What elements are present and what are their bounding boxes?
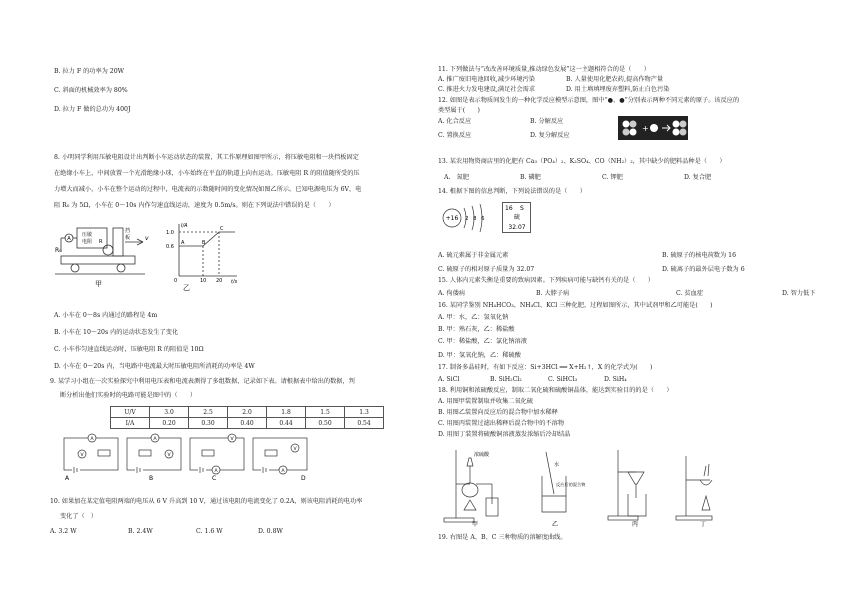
wheel-left [71, 264, 79, 272]
q14-option-a: A. 硫元素属于非金属元素 [438, 252, 509, 259]
resistor-label-2: 电阻 [82, 239, 93, 245]
svg-text:+: + [642, 124, 649, 133]
q7-option-b: B. 拉力 F 的功率为 20W [54, 68, 125, 75]
q15-option-b: B. 大脖子病 [536, 290, 570, 297]
q15-option-c: C. 贫血症 [676, 290, 704, 297]
q16-option-d: D. 甲：氢氧化钠，乙：稀硫酸 [438, 352, 521, 359]
y-unit: I/A [181, 223, 188, 229]
water-label: 水 [554, 462, 560, 468]
fig-label: 丙 [632, 521, 639, 528]
table-cell: 0.54 [345, 418, 384, 429]
element-name: 硫 [513, 214, 521, 221]
element-mass: 32.07 [508, 224, 526, 231]
q10-option-b: B. 2.4W [128, 528, 153, 535]
wheel-right [117, 264, 125, 272]
q14-element-cell [502, 202, 532, 234]
table-cell: 0.44 [267, 418, 306, 429]
q8-figure-jia [55, 220, 155, 290]
q17-option-a: A. SiCl [438, 376, 460, 383]
table-cell: 0.20 [150, 418, 189, 429]
q18-option-d: D. 用图丁装置将硫酸铜溶液蒸发浓缩后冷却结晶 [438, 431, 571, 438]
q8-stem-line-2: 在绝缘小车上，中间放置一个光滑绝缘小球，小车始终在平直的轨道上向右运动。压敏电阻 R 的阻值随所受的压 [54, 170, 360, 177]
q9-circuit-d [251, 432, 311, 482]
q9-stem-line-1: 9. 某学习小组在一次实验探究中利用电压表和电流表测得了多组数据，记录如下表。请根据表中给出的数据，判 [50, 378, 355, 385]
meter-label: A [90, 437, 94, 442]
ball [103, 245, 113, 255]
q18-option-c: C. 用图丙装置过滤出稀释后混合物中的不溶物 [438, 420, 565, 427]
q10-option-d: D. 0.8W [258, 528, 283, 535]
table-cell: U/V [111, 407, 150, 418]
acid-label: 浓硫酸 [474, 452, 490, 458]
q11-stem: 11. 下列做法与“改改善环境质量,推动绿色发展”这一主题相符合的是（ ） [438, 66, 650, 73]
q18-apparatus-jia [440, 446, 510, 526]
q12-option-c: C. 置换反应 [438, 132, 472, 139]
q17-option-c: C. SiHCl₃ [548, 376, 578, 383]
meter-label: V [293, 447, 297, 452]
q13-option-b: B. 磷肥 [520, 174, 541, 181]
meter-label: A [214, 469, 218, 474]
q14-option-d: D. 硫离子的最外层电子数为 6 [662, 266, 745, 273]
point-a-label: A [181, 240, 185, 246]
point-c-label: C [220, 226, 224, 232]
q17-option-b: B. SiH₂Cl₂ [490, 376, 522, 383]
circuit-label: A [65, 475, 70, 482]
x-unit: t/s [231, 279, 238, 285]
q8-option-d: D. 小车在 0～20s 内，当电路中电流最大时压敏电阻所消耗的功率是 4W [54, 363, 255, 370]
y-tick-2: 0.6 [166, 244, 174, 250]
q18-option-b: B. 用图乙装置向反应后的混合物中加水稀释 [438, 409, 558, 416]
q8-stem-line-4: 阻 R₀ 为 5Ω，小车在 0～10s 内作匀速直线运动，速度为 0.5m/s。则在下列说法中错误的是（ ） [54, 202, 335, 209]
table-row-current [111, 418, 384, 429]
q17-option-d: D. SiH₄ [604, 376, 627, 383]
q15-option-a: A. 佝偻病 [438, 290, 465, 297]
q10-stem-line-1: 10. 如果加在某定值电阻两端的电压从 6 V 升高到 10 V，通过该电阻的电流变化了 0.2A，则该电阻消耗的电功率 [50, 498, 363, 505]
current-curve [179, 232, 235, 246]
q7-option-c: C. 斜面的机械效率为 80% [54, 87, 128, 94]
table-cell: 2.5 [189, 407, 228, 418]
q13-option-c: C. 钾肥 [602, 174, 623, 181]
q14-stem: 14. 根据下图的信息判断，下列说法错误的是（ ） [438, 188, 586, 195]
q14-option-b: B. 硫原子的核电荷数为 16 [662, 252, 737, 259]
mix-label: 反应后的混合物 [556, 482, 586, 487]
q12-option-b: B. 分解反应 [530, 118, 564, 125]
q12-option-d: D. 复分解反应 [530, 132, 570, 139]
q11-option-c: C. 推进火力发电建设,满足社会需求 [438, 86, 536, 93]
plate-label-2: 板 [125, 235, 131, 241]
table-cell: 1.3 [345, 407, 384, 418]
q13-option-d: D. 复合肥 [684, 174, 712, 181]
q15-option-d: D. 智力低下 [782, 290, 816, 297]
meter-label: V [167, 453, 171, 458]
r0-label: R₀ [55, 247, 62, 254]
table-cell: 0.40 [228, 418, 267, 429]
q8-option-b: B. 小车在 10～20s 内的运动状态发生了变化 [54, 329, 179, 336]
q9-data-table [110, 406, 384, 429]
circuit-label: D [301, 475, 306, 482]
circuit-label: C [212, 475, 217, 482]
baffle-plate [113, 228, 123, 256]
table-cell: 3.0 [150, 407, 189, 418]
fig-label: 乙 [552, 521, 559, 528]
q12-stem-line-1: 12. 如图是表示物质间发生的一种化学反应模型示意图，图中“●、●”分别表示两种不同元素的原子。该反应的 [438, 97, 740, 104]
q17-stem: 17. 制备多晶硅时，有如下反应：Si+3HCl ══ X+H₂↑，X 的化学式为( ) [438, 364, 653, 371]
plate-label-1: 挡 [125, 228, 131, 234]
fig-yi-label: 乙 [183, 284, 190, 292]
right-column [430, 0, 860, 608]
q15-stem: 15. 人体内元素失衡是重要的致病因素。下列疾病可能与缺钙有关的是（ ） [438, 277, 654, 284]
q8-figure-yi [165, 220, 245, 290]
pressure-resistor-box [77, 228, 107, 248]
q10-stem-line-2: 变化了（ ） [60, 513, 98, 520]
q14-option-c: C. 硫原子的相对原子质量为 32.07 [438, 266, 535, 273]
origin-label: 0 [174, 278, 178, 284]
y-tick-1: 1.0 [166, 230, 174, 236]
table-cell: 0.50 [306, 418, 345, 429]
q12-option-a: A. 化合反应 [438, 118, 472, 125]
table-cell: 2.0 [228, 407, 267, 418]
velocity-label: v [145, 235, 149, 242]
q8-option-a: A. 小车在 0～8s 内通过的路程是 4m [54, 312, 158, 319]
q16-stem: 16. 某同学鉴别 NH₄HCO₃、NH₄Cl、KCl 三种化肥，过程如图所示，其中试剂甲和乙可能是( ) [438, 302, 713, 309]
q18-stem: 18. 利用铜和浓硫酸反应，制取二氧化硫和硫酸铜晶体，能达到实验目的的是（ ） [438, 387, 673, 394]
table-cell: 1.5 [306, 407, 345, 418]
q18-apparatus-ding [674, 446, 734, 526]
meter-label: A [281, 469, 285, 474]
x-tick-2: 20 [216, 278, 223, 284]
element-symbol: S [520, 205, 524, 212]
q18-apparatus-yi [534, 446, 584, 526]
cart-body [61, 256, 135, 264]
q9-circuit-c [188, 432, 248, 482]
nucleus-charge: +16 [445, 215, 459, 222]
q10-option-a: A. 3.2 W [50, 528, 77, 535]
element-number: 16 [505, 205, 513, 212]
q9-circuit-b [125, 432, 185, 482]
q11-option-d: D. 用土填填埋废弃塑料,防止白色污染 [566, 86, 670, 93]
q8-option-c: C. 小车作匀速直线运动时，压敏电阻 R 的阻值是 10Ω [54, 346, 204, 353]
shell-3-electrons: 6 [481, 216, 485, 222]
q13-stem: 13. 某农用物资商店里的化肥有 Ca₃（PO₄）₂、K₂SO₄、CO（NH₂）₂，其中缺少的肥料品种是（ ） [438, 158, 726, 165]
q19-stem: 19. 右图是 A、B、C 三种物质的溶解度曲线。 [438, 534, 567, 541]
q12-stem-line-2: 类型属于( ) [438, 107, 480, 114]
q9-circuit-a [62, 432, 122, 482]
q16-option-b: B. 甲：熟石灰，乙：稀盐酸 [438, 326, 515, 333]
resistor-r-label: R [99, 239, 103, 245]
table-cell: I/A [111, 418, 150, 429]
q14-atom-structure [438, 200, 498, 236]
q13-option-a: A. 氮肥 [444, 174, 469, 181]
fig-label: 甲 [472, 521, 479, 528]
q18-option-a: A. 用图甲装置制取并收集二氧化硫 [438, 398, 534, 405]
q8-stem-line-3: 力增大而减小，小车在整个运动的过程中，电流表的示数随时间的变化情况如图乙所示。已知电源电压为 6V，电 [54, 186, 362, 193]
meter-label: V [230, 437, 234, 442]
table-row-voltage [111, 407, 384, 418]
q11-option-b: B. 人量使用化肥农药,提高作物产量 [566, 76, 664, 83]
q10-option-c: C. 1.6 W [196, 528, 223, 535]
q12-reaction-model [618, 116, 688, 140]
q9-stem-line-2: 断分析出他们实验时的电路可能是图中的（ ） [60, 392, 197, 399]
meter-label: A [153, 437, 157, 442]
q18-apparatus-bing [606, 446, 666, 526]
x-tick-1: 10 [200, 278, 207, 284]
point-b-label: B [202, 240, 206, 246]
shell-2-electrons: 8 [473, 216, 477, 222]
q8-stem-line-1: 8. 小明同学利用压敏电阻设计出判断小车运动状态的装置，其工作原理如图甲所示，将压敏电阻和一块挡板固定 [54, 154, 359, 161]
resistor-label-1: 压敏 [82, 232, 93, 238]
q7-option-d: D. 拉力 F 做的总功为 400J [54, 106, 131, 113]
q16-option-c: C. 甲：稀盐酸，乙：氯化钠溶液 [438, 338, 527, 345]
table-cell: 1.8 [267, 407, 306, 418]
q16-option-a: A. 甲：水，乙：氢氧化钠 [438, 314, 509, 321]
meter-label: V [80, 453, 84, 458]
fig-label: 丁 [700, 521, 707, 528]
svg-text:A: A [67, 236, 71, 242]
fig-jia-label: 甲 [95, 280, 102, 288]
circuit-label: B [149, 475, 154, 482]
table-cell: 0.30 [189, 418, 228, 429]
shell-1-electrons: 2 [465, 216, 469, 222]
q11-option-a: A. 推广废旧电池回收,减少环境污染 [438, 76, 535, 83]
